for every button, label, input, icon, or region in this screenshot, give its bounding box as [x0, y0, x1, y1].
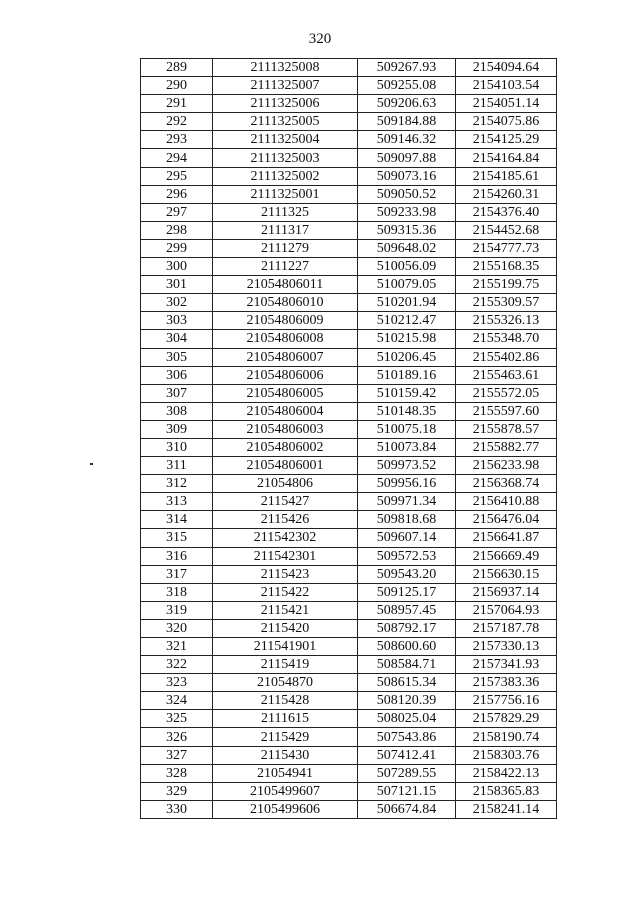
table-row [141, 493, 557, 511]
row-number-cell: 329 [141, 782, 213, 800]
y-coordinate-cell: 2157330.13 [456, 638, 557, 656]
x-coordinate-cell: 509206.63 [358, 95, 456, 113]
y-coordinate-cell: 2154164.84 [456, 149, 557, 167]
x-coordinate-cell: 510206.45 [358, 348, 456, 366]
table-row [141, 420, 557, 438]
row-number-cell: 298 [141, 221, 213, 239]
x-coordinate-cell: 509233.98 [358, 203, 456, 221]
point-id-cell: 21054806002 [213, 438, 358, 456]
y-coordinate-cell: 2155882.77 [456, 438, 557, 456]
x-coordinate-cell: 508120.39 [358, 692, 456, 710]
point-id-cell: 21054806007 [213, 348, 358, 366]
x-coordinate-cell: 507412.41 [358, 746, 456, 764]
x-coordinate-cell: 507289.55 [358, 764, 456, 782]
table-row [141, 59, 557, 77]
x-coordinate-cell: 509543.20 [358, 565, 456, 583]
row-number-cell: 322 [141, 656, 213, 674]
point-id-cell: 211542301 [213, 547, 358, 565]
x-coordinate-cell: 510073.84 [358, 438, 456, 456]
table-row [141, 312, 557, 330]
table-row [141, 746, 557, 764]
y-coordinate-cell: 2157383.36 [456, 674, 557, 692]
table-row [141, 656, 557, 674]
y-coordinate-cell: 2154452.68 [456, 221, 557, 239]
y-coordinate-cell: 2155199.75 [456, 276, 557, 294]
table-row [141, 185, 557, 203]
point-id-cell: 2115421 [213, 601, 358, 619]
row-number-cell: 318 [141, 583, 213, 601]
row-number-cell: 310 [141, 438, 213, 456]
table-row [141, 239, 557, 257]
y-coordinate-cell: 2155572.05 [456, 384, 557, 402]
x-coordinate-cell: 509050.52 [358, 185, 456, 203]
row-number-cell: 324 [141, 692, 213, 710]
y-coordinate-cell: 2154777.73 [456, 239, 557, 257]
x-coordinate-cell: 508615.34 [358, 674, 456, 692]
point-id-cell: 2115426 [213, 511, 358, 529]
y-coordinate-cell: 2154051.14 [456, 95, 557, 113]
row-number-cell: 327 [141, 746, 213, 764]
y-coordinate-cell: 2156630.15 [456, 565, 557, 583]
y-coordinate-cell: 2154075.86 [456, 113, 557, 131]
row-number-cell: 292 [141, 113, 213, 131]
x-coordinate-cell: 509818.68 [358, 511, 456, 529]
y-coordinate-cell: 2154125.29 [456, 131, 557, 149]
x-coordinate-cell: 510056.09 [358, 258, 456, 276]
table-row [141, 764, 557, 782]
y-coordinate-cell: 2155168.35 [456, 258, 557, 276]
x-coordinate-cell: 509315.36 [358, 221, 456, 239]
table-row [141, 547, 557, 565]
point-id-cell: 2111325004 [213, 131, 358, 149]
row-number-cell: 307 [141, 384, 213, 402]
row-number-cell: 291 [141, 95, 213, 113]
point-id-cell: 21054806009 [213, 312, 358, 330]
point-id-cell: 2111325006 [213, 95, 358, 113]
point-id-cell: 21054806006 [213, 366, 358, 384]
table-row [141, 167, 557, 185]
table-row [141, 221, 557, 239]
y-coordinate-cell: 2156669.49 [456, 547, 557, 565]
point-id-cell: 2111279 [213, 239, 358, 257]
table-row [141, 402, 557, 420]
x-coordinate-cell: 508792.17 [358, 619, 456, 637]
row-number-cell: 297 [141, 203, 213, 221]
x-coordinate-cell: 510079.05 [358, 276, 456, 294]
table-row [141, 330, 557, 348]
row-number-cell: 330 [141, 800, 213, 818]
row-number-cell: 301 [141, 276, 213, 294]
x-coordinate-cell: 508957.45 [358, 601, 456, 619]
y-coordinate-cell: 2156368.74 [456, 475, 557, 493]
y-coordinate-cell: 2157829.29 [456, 710, 557, 728]
x-coordinate-cell: 510148.35 [358, 402, 456, 420]
point-id-cell: 211541901 [213, 638, 358, 656]
y-coordinate-cell: 2155597.60 [456, 402, 557, 420]
y-coordinate-cell: 2154376.40 [456, 203, 557, 221]
x-coordinate-cell: 508025.04 [358, 710, 456, 728]
point-id-cell: 21054870 [213, 674, 358, 692]
point-id-cell: 2111227 [213, 258, 358, 276]
table-row [141, 565, 557, 583]
y-coordinate-cell: 2155402.86 [456, 348, 557, 366]
y-coordinate-cell: 2156410.88 [456, 493, 557, 511]
coordinates-table-body [141, 59, 557, 819]
y-coordinate-cell: 2154103.54 [456, 77, 557, 95]
point-id-cell: 21054806011 [213, 276, 358, 294]
x-coordinate-cell: 509607.14 [358, 529, 456, 547]
x-coordinate-cell: 508600.60 [358, 638, 456, 656]
row-number-cell: 323 [141, 674, 213, 692]
table-row [141, 692, 557, 710]
point-id-cell: 2111317 [213, 221, 358, 239]
x-coordinate-cell: 507121.15 [358, 782, 456, 800]
y-coordinate-cell: 2155348.70 [456, 330, 557, 348]
row-number-cell: 315 [141, 529, 213, 547]
point-id-cell: 2105499607 [213, 782, 358, 800]
table-row [141, 294, 557, 312]
point-id-cell: 2111325007 [213, 77, 358, 95]
point-id-cell: 211542302 [213, 529, 358, 547]
table-row [141, 619, 557, 637]
row-number-cell: 300 [141, 258, 213, 276]
y-coordinate-cell: 2154094.64 [456, 59, 557, 77]
x-coordinate-cell: 509956.16 [358, 475, 456, 493]
table-row [141, 113, 557, 131]
x-coordinate-cell: 509973.52 [358, 457, 456, 475]
row-number-cell: 314 [141, 511, 213, 529]
y-coordinate-cell: 2156233.98 [456, 457, 557, 475]
row-number-cell: 306 [141, 366, 213, 384]
y-coordinate-cell: 2158422.13 [456, 764, 557, 782]
table-row [141, 348, 557, 366]
x-coordinate-cell: 509572.53 [358, 547, 456, 565]
y-coordinate-cell: 2155878.57 [456, 420, 557, 438]
row-number-cell: 326 [141, 728, 213, 746]
x-coordinate-cell: 509073.16 [358, 167, 456, 185]
table-row [141, 638, 557, 656]
table-row [141, 800, 557, 818]
point-id-cell: 2115427 [213, 493, 358, 511]
row-number-cell: 316 [141, 547, 213, 565]
x-coordinate-cell: 509146.32 [358, 131, 456, 149]
y-coordinate-cell: 2158365.83 [456, 782, 557, 800]
point-id-cell: 2105499606 [213, 800, 358, 818]
x-coordinate-cell: 509255.08 [358, 77, 456, 95]
row-number-cell: 328 [141, 764, 213, 782]
table-row [141, 710, 557, 728]
row-number-cell: 317 [141, 565, 213, 583]
row-number-cell: 302 [141, 294, 213, 312]
x-coordinate-cell: 508584.71 [358, 656, 456, 674]
row-number-cell: 293 [141, 131, 213, 149]
point-id-cell: 21054806005 [213, 384, 358, 402]
table-row [141, 728, 557, 746]
point-id-cell: 2115420 [213, 619, 358, 637]
point-id-cell: 21054806003 [213, 420, 358, 438]
x-coordinate-cell: 509971.34 [358, 493, 456, 511]
x-coordinate-cell: 510215.98 [358, 330, 456, 348]
table-row [141, 529, 557, 547]
row-number-cell: 325 [141, 710, 213, 728]
y-coordinate-cell: 2156476.04 [456, 511, 557, 529]
row-number-cell: 305 [141, 348, 213, 366]
point-id-cell: 21054806001 [213, 457, 358, 475]
y-coordinate-cell: 2158190.74 [456, 728, 557, 746]
table-row [141, 258, 557, 276]
point-id-cell: 2115423 [213, 565, 358, 583]
x-coordinate-cell: 510075.18 [358, 420, 456, 438]
point-id-cell: 2111325002 [213, 167, 358, 185]
row-number-cell: 311 [141, 457, 213, 475]
row-number-cell: 320 [141, 619, 213, 637]
point-id-cell: 2111325 [213, 203, 358, 221]
x-coordinate-cell: 509125.17 [358, 583, 456, 601]
point-id-cell: 2115430 [213, 746, 358, 764]
point-id-cell: 21054941 [213, 764, 358, 782]
table-row [141, 95, 557, 113]
row-number-cell: 296 [141, 185, 213, 203]
y-coordinate-cell: 2154260.31 [456, 185, 557, 203]
point-id-cell: 2115419 [213, 656, 358, 674]
table-row [141, 511, 557, 529]
y-coordinate-cell: 2156937.14 [456, 583, 557, 601]
row-number-cell: 290 [141, 77, 213, 95]
stray-mark [90, 463, 93, 465]
x-coordinate-cell: 509184.88 [358, 113, 456, 131]
table-row [141, 475, 557, 493]
point-id-cell: 2111615 [213, 710, 358, 728]
table-row [141, 583, 557, 601]
table-row [141, 276, 557, 294]
point-id-cell: 2111325005 [213, 113, 358, 131]
page-number: 320 [308, 31, 332, 47]
x-coordinate-cell: 510201.94 [358, 294, 456, 312]
x-coordinate-cell: 506674.84 [358, 800, 456, 818]
row-number-cell: 321 [141, 638, 213, 656]
row-number-cell: 304 [141, 330, 213, 348]
y-coordinate-cell: 2155326.13 [456, 312, 557, 330]
table-row [141, 384, 557, 402]
table-row [141, 203, 557, 221]
y-coordinate-cell: 2157187.78 [456, 619, 557, 637]
x-coordinate-cell: 510159.42 [358, 384, 456, 402]
x-coordinate-cell: 509267.93 [358, 59, 456, 77]
table-row [141, 674, 557, 692]
table-row [141, 131, 557, 149]
row-number-cell: 295 [141, 167, 213, 185]
table-row [141, 782, 557, 800]
y-coordinate-cell: 2157756.16 [456, 692, 557, 710]
row-number-cell: 289 [141, 59, 213, 77]
table-row [141, 601, 557, 619]
coordinates-table [140, 58, 557, 819]
table-row [141, 149, 557, 167]
x-coordinate-cell: 510189.16 [358, 366, 456, 384]
point-id-cell: 2111325001 [213, 185, 358, 203]
point-id-cell: 21054806 [213, 475, 358, 493]
x-coordinate-cell: 509648.02 [358, 239, 456, 257]
y-coordinate-cell: 2155463.61 [456, 366, 557, 384]
row-number-cell: 294 [141, 149, 213, 167]
row-number-cell: 299 [141, 239, 213, 257]
row-number-cell: 312 [141, 475, 213, 493]
y-coordinate-cell: 2156641.87 [456, 529, 557, 547]
row-number-cell: 309 [141, 420, 213, 438]
y-coordinate-cell: 2157341.93 [456, 656, 557, 674]
point-id-cell: 2111325008 [213, 59, 358, 77]
x-coordinate-cell: 509097.88 [358, 149, 456, 167]
point-id-cell: 21054806004 [213, 402, 358, 420]
y-coordinate-cell: 2157064.93 [456, 601, 557, 619]
point-id-cell: 21054806010 [213, 294, 358, 312]
row-number-cell: 313 [141, 493, 213, 511]
row-number-cell: 308 [141, 402, 213, 420]
table-row [141, 366, 557, 384]
point-id-cell: 2115429 [213, 728, 358, 746]
point-id-cell: 2115428 [213, 692, 358, 710]
table-row [141, 77, 557, 95]
row-number-cell: 319 [141, 601, 213, 619]
y-coordinate-cell: 2158241.14 [456, 800, 557, 818]
table-row [141, 438, 557, 456]
table-row [141, 457, 557, 475]
y-coordinate-cell: 2158303.76 [456, 746, 557, 764]
x-coordinate-cell: 507543.86 [358, 728, 456, 746]
point-id-cell: 2115422 [213, 583, 358, 601]
row-number-cell: 303 [141, 312, 213, 330]
x-coordinate-cell: 510212.47 [358, 312, 456, 330]
y-coordinate-cell: 2154185.61 [456, 167, 557, 185]
y-coordinate-cell: 2155309.57 [456, 294, 557, 312]
point-id-cell: 21054806008 [213, 330, 358, 348]
point-id-cell: 2111325003 [213, 149, 358, 167]
